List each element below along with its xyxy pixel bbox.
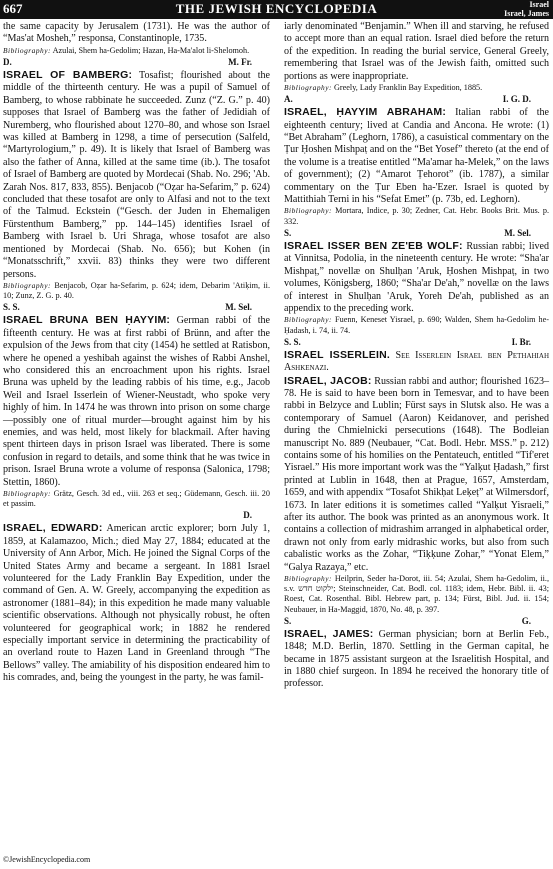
bibliography: Bibliography: Grätz, Gesch. 3d ed., viii. 263 et seq.; Güdemann, Gesch. iii. 20 et passim. xyxy=(3,489,270,509)
bibliography-label: Bibliography: xyxy=(3,45,51,55)
headword: ISRAEL, EDWARD: xyxy=(3,522,103,535)
article-text: iarly denominated “Benjamin.” When ill and starving, he refused to accept more than an equal ration. Israel died before the return of the expedition. In reading the burial service, General Greely, remembering that Israel was of the Jewish faith, omitted such portions as were inappropriate. xyxy=(284,21,549,82)
headword: ISRAEL OF BAMBERG: xyxy=(3,69,133,82)
headword: ISRAEL BRUNA BEN ḤAYYIM: xyxy=(3,314,171,327)
article-hayyim: ISRAEL, ḤAYYIM ABRAHAM: Italian rabbi of the eighteenth century; lived at Candia and Ancona. He wrote: (1) “Bet Abraham” (Leghorn, 1786), a casuistical commentary on the Ṭur Ḥoshen Mishpaṭ and on the “Bet Yosef” thereto (at the end of the volume is a treatise entitled “Ma'amar ha-Melek,” on the laws of government); (2) “Amarot Ṭehorot” (ib. 1787), a similar commentary on the Ṭur Eben ha-'Ezer. Israel is quoted by Mattithiah Terni in his “Sefat Emet” (p. 73b, ed. Leghorn). xyxy=(284,106,550,206)
signature-line: S. M. Sel. xyxy=(284,227,531,238)
catchword-top: Israel xyxy=(529,0,549,9)
signature-line: D. xyxy=(243,510,252,521)
bibliography: Bibliography: Benjacob, Oẓar ha-Sefarim, p. 624; idem, Debarim 'Atiḳim, ii. 10; Zunz, Z. G. p. 40. xyxy=(3,280,270,301)
article-isser: ISRAEL ISSER BEN ZE'EB WOLF: Russian rabbi; lived at Vinnitsa, Podolia, in the nineteenth century. He wrote: “Sha'ar Mishpaṭ,” novellæ on Shulḥan 'Aruk, Ḥoshen Mishpaṭ, in two volumes, Königsberg, 1860; “Sha'ar De'ah,” novellæ on the laws of interest in Shulḥan 'Aruk, Yoreh De'ah, published as an appendix to the preceding work. xyxy=(284,239,549,314)
signature-line: S. S. M. Sel. xyxy=(3,302,252,313)
headword: ISRAEL ISSER BEN ZE'EB WOLF: xyxy=(284,239,463,252)
article-isserlein xyxy=(284,349,549,375)
signature-line: D. M. Fr. xyxy=(3,57,252,68)
bibliography: Bibliography: Azulai, Shem ha-Gedolim; Hazan, Ha-Ma'alot li-Shelomoh. xyxy=(3,45,250,55)
article-jacob: ISRAEL, JACOB: Russian rabbi and author; flourished 1623–78. He is said to have been born in Temesvar, and to have been rabbi in Belzyce and Lublin; Fürst says in Slutsk also. He was a contemporary of Samuel (Aaron) Keidanover, and perished during the Chmielnicki persecutions (1648). The Bodleian manuscript No. 889 (Neubauer, “Cat. Bodl. Hebr. MSS.” p. 212) contains some of his homilies on the Pentateuch, entitled “Tif'eret Yisrael.” His more important work was the “Yalḳut Ḥadash,” first printed at Lublin in 1648, then at Prague, 1657, Amsterdam, 1659, and with appendix “Tosafot Shikḥat Leḳeṭ” at Wilmersdorf, 1673. In later editions it is sometimes called “Yalḳut Yisraeli,” after its author. The book was printed as an anonymous work. It contains a collection of midrashim arranged in alphabetical order, drawn not only from early midrashic works, but also from such cabalistic works as the Zohar, “Tiḳḳune Zohar,” “Yonat Elem,” “Galya Razaya,” etc. xyxy=(284,374,550,573)
headword: ISRAEL, ḤAYYIM ABRAHAM: xyxy=(284,106,447,119)
headword: ISRAEL, JACOB: xyxy=(284,374,372,387)
article-james: ISRAEL, JAMES: German physician; born at Berlin Feb., 1848; M.D. Berlin, 1870. Settling in the German capital, he became in 1875 assistant surgeon at the Israelitish Hospital, and in 1880 chief surgeon. In 1894 he received the honorary title of professor. xyxy=(284,627,549,690)
cross-reference-link[interactable]: See Isserlein Israel ben Pethahiah Ashkenazi. xyxy=(284,349,549,374)
running-title: THE JEWISH ENCYCLOPEDIA xyxy=(175,1,378,16)
right-column xyxy=(284,21,549,691)
headword: ISRAEL, JAMES: xyxy=(284,627,374,640)
headword: ISRAEL ISSERLEIN. xyxy=(284,348,390,361)
article-bruna: ISRAEL BRUNA BEN ḤAYYIM: German rabbi of the fifteenth century. He was at first rabbi of Brünn, and after the expulsion of the Jews from that city (1454) he settled at Ratisbon, where he opened a yeshibah against the wishes of Rabbi Anshel, who considered this an encroachment upon his rights. Israel Bruna was upheld by the leading rabbis of his time, e.g., Jacob Weil and Israel Isserlein of Wiener-Neustadt, who spoke very highly of him. In 1474 he was thrown into prison on some charge—possibly one of ritual murder—brought against him by his enemies, and was held, most likely for blackmail. After having spent thirteen days in prison Israel was liberated. There is some confusion in regard to details, and some think that he was twice in prison. Israel Bruna wrote a volume of responsa (Salonica, 1798; Stettin, 1860). xyxy=(3,314,271,488)
bibliography: Bibliography: Heilprin, Seder ha-Dorot, iii. 54; Azulai, Shem ha-Gedolim, ii., s.v. ילקוט חדש; Steinschneider, Cat. Bodl. col. 1183; idem, Hebr. Bibl. ii. 43; Roest, Cat. Rosenthal. Bibl. Hebrew part, p. 134; Fürst, Bibl. Jud. ii. 154; Neubauer, in Ha-Maggid, 1870, No. 48, p. 397. xyxy=(284,574,549,614)
page-header xyxy=(0,0,553,19)
footer-copyright: ©JewishEncyclopedia.com xyxy=(3,855,91,864)
catchwords xyxy=(504,0,549,18)
catchword-bottom: Israel, James xyxy=(504,9,549,18)
article-edward: ISRAEL, EDWARD: American arctic explorer; born July 1, 1859, at Kalamazoo, Mich.; died May 27, 1884; educated at the University of Ann Arbor, Mich. He joined the Signal Corps of the United States Army and became a sergeant. In 1881 Israel volunteered for the Lady Franklin Bay Expedition, under the command of Gen. A. W. Greely, accompanying the expedition as astronomer (1881–84); in this expedition he made many valuable scientific observations. Although not physically robust, he often volunteered for geographical work; in 1882 he rendered especially important service in determining the practicability of an overland route to Hazen Land in Greenland through “The Bellows” valley. The amiability of his disposition endeared him to his comrades, and, being the youngest in the party, he was famil- xyxy=(3,522,271,684)
signature-line: S. S. I. Br. xyxy=(284,336,531,347)
bibliography: Bibliography: Greely, Lady Franklin Bay Expedition, 1885. xyxy=(284,83,483,93)
left-column xyxy=(3,21,270,685)
article-text: the same capacity by Jerusalem (1731). He was the author of “Mas'at Mosheh,” responsa, Constantinople, 1735. xyxy=(3,21,270,45)
bibliography: Bibliography: Fuenn, Keneset Yisrael, p. 690; Walden, Shem ha-Gedolim he-Ḥadash, i. 74, ii. 74. xyxy=(284,315,550,335)
signature-line: A. I. G. D. xyxy=(284,94,531,105)
article-bamberg: ISRAEL OF BAMBERG: Tosafist; flourished about the middle of the thirteenth century. He was a pupil of Samuel of Bamberg, to whose rabbinate he succeeded. Zunz (“Z. G.” p. 40) supposes that Israel of Bamberg was the father of Jedidiah of Nuremberg, who flourished about 1270–80, and whose son Israel was killed at Bamberg in 1298, a time of persecution (Salfeld, “Martyrologium,” p. 49). It is likely that Israel of Bamberg was also the father of Anna, killed at the same time (ib.). The tosafot of Israel of Bamberg are quoted by Mordecai (Shab. No. 296; 'Ab. Zarah Nos. 817, 833, 855). Benjacob (“Oẓar ha-Sefarim,” p. 624) concluded that these tosafot are only to Alfasi and not to the text of the Talmud. Eckstein (“Gesch. der Juden in Ehemaligen Fürstenthum Bamberg,” pp. 144–145) identifies Israel of Bamberg with Israel b. Uri Shraga, whose tosafot are also mentioned by Mordecai (Shab. No. 656); but Kohen (in “Monatsschrift,” xxvii. 83) thinks they were two different persons. xyxy=(3,69,270,280)
page-number: 667 xyxy=(3,1,23,16)
signature-line: S. G. xyxy=(284,615,531,626)
bibliography: Bibliography: Mortara, Indice, p. 30; Zedner, Cat. Hebr. Books Brit. Mus. p. 332. xyxy=(284,206,550,226)
